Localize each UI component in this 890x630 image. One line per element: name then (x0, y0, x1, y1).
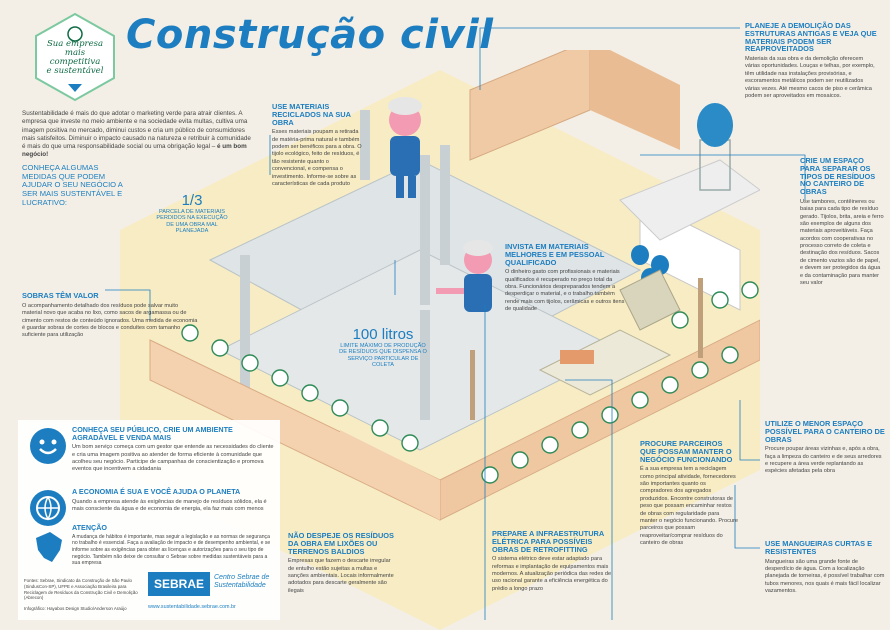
section-espaco (800, 157, 884, 287)
section-sobras (22, 292, 198, 340)
parceiros-text: É a sua empresa tem a reciclagem como principal atividade, fornecedores são importantes quanto os compradores dos agregados produzidos. Encontre construtoras de peso que possam encaminhar restos de obras com regularidade para manter o negócio funcionando. Procure parceiros que possam reaproveitar/comprar resíduos do canteiro de obras (640, 466, 738, 547)
section-demolicao (745, 22, 877, 100)
section-despeje (288, 532, 398, 595)
footer-fontes: Fontes: Sebrae, Sindicato da Construção de São Paulo (SindusCon-SP), UFPE e Associação Brasileira para Reciclagem de Resíduos da Construção Civil e Demolição (Abrecon) (24, 578, 138, 601)
sobras-heading: SOBRAS TÊM VALOR (22, 291, 99, 300)
espaco-heading: CRIE UM ESPAÇO PARA SEPARAR OS TIPOS DE RESÍDUOS NO CANTEIRO DE OBRAS (800, 156, 876, 197)
footer-url[interactable]: www.sustentabilidade.sebrae.com.br (148, 604, 236, 610)
badge-line1: Sua empresa (46, 39, 104, 49)
intro-text (22, 110, 252, 160)
section-infra (492, 530, 617, 593)
sebrae-brand: SEBRAE (153, 577, 204, 591)
badge-line3: e sustentável (46, 65, 104, 76)
mangueiras-heading: USE MANGUEIRAS CURTAS E RESISTENTES (765, 539, 873, 556)
publico-heading: CONHEÇA SEU PÚBLICO, CRIE UM AMBIENTE AGRADÁVEL E VENDA MAIS (72, 425, 233, 442)
publico-text: Um bom serviço começa com um gestor que entende as necessidades do cliente e cria uma imagem positiva ao atender de forma eficiente à comunidade que acolheu seu negócio. Participe de campanhas de conscientização e promova eventos que incentivem a cidadania (72, 444, 274, 473)
reciclados-text: Esses materiais poupam a retirada de matéria-prima natural e também podem ser benéficos para a obra. O tijolo ecológico, feito de resíduos, é tão resistente quanto o convencional, e compensa o investimento. Informe-se sobre as características de cada produto (272, 129, 362, 187)
bottom-left-panel (18, 420, 280, 620)
stat2-value: 100 litros (352, 326, 414, 343)
section-publico (72, 426, 276, 474)
globe-icon (30, 490, 66, 526)
parceiros-heading: PROCURE PARCEIROS QUE POSSAM MANTER O NEGÓCIO FUNCIONANDO (640, 439, 733, 464)
section-mangueiras (765, 540, 885, 595)
footer-centro: Centro Sebrae de Sustentabilidade (214, 574, 270, 589)
section-atencao (72, 524, 276, 567)
reciclados-heading: USE MATERIAIS RECICLADOS NA SUA OBRA (272, 102, 351, 127)
invista-text: O dinheiro gasto com profissionais e materiais qualificados é recuperado no preço total da obra. Funcionários despreparados tendem a desperdiçar o material, e o trabalho também rende mais com tijolos, cerâmicas e outros itens de qualidade (505, 269, 625, 313)
demolicao-text: Materiais da sua obra e da demolição oferecem várias oportunidades. Louças e telhas, por exemplo, têm utilidade nas instalações provisórias, e escoramentos metálicos podem ser reutilizados várias vezes. Até mesmo cacos de piso e cerâmica podem ser aproveitados em mosaicos. (745, 56, 875, 99)
intro-body: Sustentabilidade é mais do que adotar o marketing verde para atrair clientes. A empresa que investe no meio ambiente e na sociedade evita multas, cultiva uma imagem positiva no mercado, diminui custos e cria um público de consumidores mais satisfeitos. Diminuir o impacto causado na natureza e retribuir à comunidade é mais do que uma responsabilidade social ou uma obrigação legal – (22, 110, 251, 151)
section-menor-espaco (765, 420, 885, 476)
section-economia (72, 488, 276, 513)
demolicao-heading: PLANEJE A DEMOLIÇÃO DAS ESTRUTURAS ANTIGAS E VEJA QUE MATERIAIS PODEM SER REAPROVEITADOS (745, 21, 877, 54)
stat-materiais-perdidos (156, 192, 228, 235)
invista-heading: INVISTA EM MATERIAIS MELHORES E EM PESSOAL QUALIFICADO (505, 242, 605, 267)
page-title: Construção civil (126, 12, 494, 58)
atencao-text: A mudança de hábitos é importante, mas seguir a legislação e as normas de segurança no trabalho é essencial. Faça a avaliação de impacto e de desempenho ambiental, e se informe sobre as exigências para obter as licenças e autorizações para o seu tipo de negócio. Também não deixe de consultar o Sebrae sobre medidas sustentáveis para a sua empresa (72, 533, 271, 567)
sebrae-logo (148, 572, 210, 596)
section-parceiros (640, 440, 738, 547)
badge-line2: mais competitiva (49, 47, 101, 67)
stat2-label: LIMITE MÁXIMO DE PRODUÇÃO DE RESÍDUOS QUE DISPENSA O SERVIÇO PARTICULAR DE COLETA (339, 343, 427, 369)
stat1-value: 1/3 (181, 192, 203, 209)
economia-text: Quando a empresa atende às exigências de manejo de resíduos sólidos, ela é mais consciente da água e de economia de energia, ela faz mais com menos (72, 498, 267, 512)
despeje-text: Empresas que fazem o descarte irregular de entulho estão sujeitas a multas e sanções ambientais. Locais informalmente adotados para descarte geralmente são ilegais (288, 558, 394, 594)
intro-emphasis: é um bom negócio! (22, 143, 247, 159)
atencao-heading: ATENÇÃO (72, 523, 108, 532)
infra-text: O sistema elétrico deve estar adaptado para reformas e implantação de equipamentos mais modernos. A atualização periódica das redes de uso racional garante a eficiência energética do prédio a longo prazo (492, 556, 612, 592)
menor-heading: UTILIZE O MENOR ESPAÇO POSSÍVEL PARA O CANTEIRO DE OBRAS (765, 419, 885, 444)
badge-text (40, 40, 110, 76)
section-invista (505, 243, 625, 314)
menor-text: Procure poupar áreas vizinhas e, após a obra, faça a limpeza do canteiro e de seus arredores e recupere a área verde replantando as espécies afetadas pela obra (765, 446, 882, 475)
stat-100-litros (338, 326, 428, 369)
economia-heading: A ECONOMIA É SUA E VOCÊ AJUDA O PLANETA (72, 487, 241, 496)
sobras-text: O acompanhamento detalhado dos resíduos pode salvar muito material novo que acaba no lixo, como sacos de argamassa ou de cimento com restos de conteúdo ignorados. Uma medida de economia é guardar sobras de cortes de blocos e conduítes com tamanho suficiente para utilização (22, 302, 198, 339)
smile-icon (30, 428, 66, 464)
infra-heading: PREPARE A INFRAESTRUTURA ELÉTRICA PARA POSSÍVEIS OBRAS DE RETROFITTING (492, 529, 604, 554)
espaco-text: Use tambores, contêineres ou baias para cada tipo de resíduo gerado. Tijolos, brita, areia e ferro são exemplos de alguns dos materiais aproveitáveis. Faça acordos com cooperativas no processo correto de coleta e destinação dos resíduos. Sacos de cimento vazios são de papel, e devem ser protegidos da água e da contaminação para manter seu valor (800, 198, 884, 286)
footer-infografico: Infográfico: Hayabos Design Studio/Anderson Araújo (24, 606, 127, 611)
stat1-label: PARCELA DE MATERIAIS PERDIDOS NA EXECUÇÃO DE UMA OBRA MAL PLANEJADA (156, 209, 228, 235)
intro-question: CONHEÇA ALGUMAS MEDIDAS QUE PODEM AJUDAR O SEU NEGÓCIO A SER MAIS SUSTENTÁVEL E LUCRATIVO: (22, 162, 123, 207)
brazil-map-icon (28, 528, 66, 566)
mangueiras-text: Mangueiras são uma grande fonte de desperdício de água. Com a localização planejada de torneiras, é possível trabalhar com tubos menores, nos quais é mais fácil localizar vazamentos. (765, 558, 885, 595)
section-reciclados (272, 103, 364, 188)
despeje-heading: NÃO DESPEJE OS RESÍDUOS DA OBRA EM LIXÕES OU TERRENOS BALDIOS (288, 531, 394, 556)
